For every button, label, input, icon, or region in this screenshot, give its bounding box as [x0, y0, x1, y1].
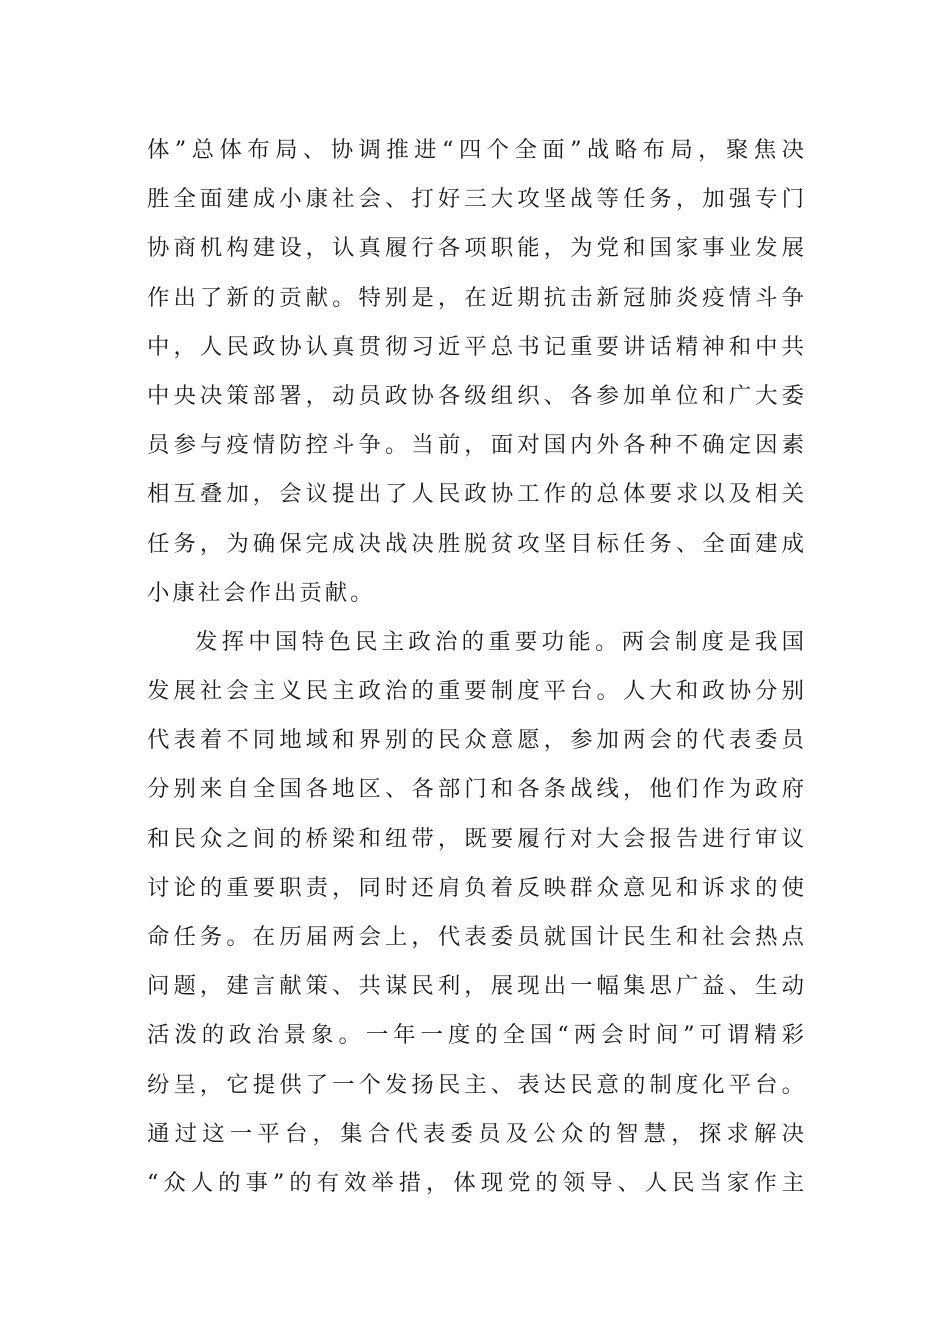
text-line: 作出了新的贡献。特别是，在近期抗击新冠肺炎疫情斗争 [147, 284, 807, 311]
text-line: 和民众之间的桥梁和纽带，既要履行对大会报告进行审议 [147, 825, 807, 852]
text-line: 问题，建言献策、共谋民利，展现出一幅集思广益、生动 [147, 973, 807, 1000]
text-line: 活泼的政治景象。一年一度的全国“两会时间”可谓精彩 [147, 1022, 807, 1049]
text-line: 代表着不同地域和界别的民众意愿，参加两会的代表委员 [147, 727, 807, 754]
text-line: 中，人民政协认真贯彻习近平总书记重要讲话精神和中共 [147, 333, 807, 360]
paragraph-2 [147, 618, 807, 1208]
text-line: 发展社会主义民主政治的重要制度平台。人大和政协分别 [147, 678, 807, 705]
text-line: 相互叠加，会议提出了人民政协工作的总体要求以及相关 [147, 481, 807, 508]
document-body [147, 126, 807, 1208]
text-line: 命任务。在历届两会上，代表委员就国计民生和社会热点 [147, 924, 807, 950]
text-line: 中央决策部署，动员政协各级组织、各参加单位和广大委 [147, 382, 807, 409]
text-line: 发挥中国特色民主政治的重要功能。两会制度是我国 [195, 628, 807, 655]
text-line: 通过这一平台，集合代表委员及公众的智慧，探求解决 [147, 1120, 807, 1147]
text-line: 胜全面建成小康社会、打好三大攻坚战等任务，加强专门 [147, 186, 807, 213]
paragraph-1 [147, 126, 807, 618]
text-line: “众人的事”的有效举措，体现党的领导、人民当家作主 [147, 1169, 807, 1196]
text-line: 纷呈，它提供了一个发扬民主、表达民意的制度化平台。 [147, 1071, 807, 1098]
text-line: 分别来自全国各地区、各部门和各条战线，他们作为政府 [147, 776, 807, 803]
text-line: 体”总体布局、协调推进“四个全面”战略布局，聚焦决 [147, 137, 807, 163]
text-line: 讨论的重要职责，同时还肩负着反映群众意见和诉求的使 [147, 874, 807, 901]
text-line: 协商机构建设，认真履行各项职能，为党和国家事业发展 [147, 235, 807, 262]
text-line: 任务，为确保完成决战决胜脱贫攻坚目标任务、全面建成 [147, 530, 807, 557]
text-line: 小康社会作出贡献。 [147, 579, 376, 606]
text-line: 员参与疫情防控斗争。当前，面对国内外各种不确定因素 [147, 432, 807, 459]
